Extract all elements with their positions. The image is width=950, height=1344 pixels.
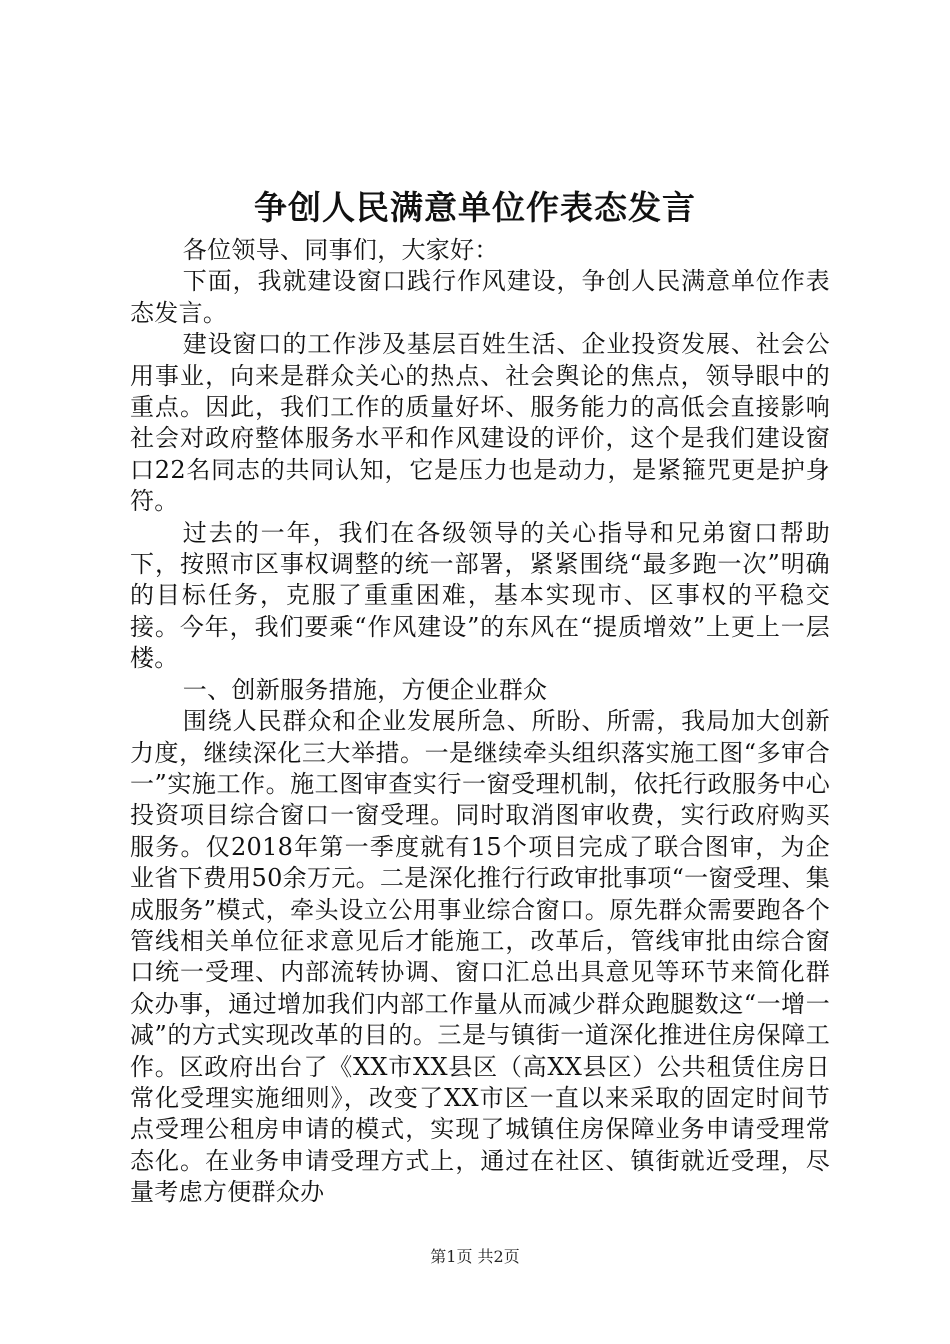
section-heading: 一、创新服务措施，方便企业群众 (182, 675, 548, 704)
greeting-paragraph: 各位领导、同事们，大家好： (182, 236, 499, 264)
document-body (130, 235, 830, 1209)
document-title: 争创人民满意单位作表态发言 (254, 188, 696, 227)
review-paragraph: 过去的一年，我们在各级领导的关心指导和兄弟窗口帮助下，按照市区事权调整的统一部署，紧紧围绕“最多跑一次”明确的目标任务，克服了重重困难，基本实现市、区事权的平稳交接。今年，我们要乘“作风建设”的东风在“提质增效”上更上一层楼。 (130, 518, 830, 673)
context-paragraph: 建设窗口的工作涉及基层百姓生活、企业投资发展、社会公用事业，向来是群众关心的热点、社会舆论的焦点，领导眼中的重点。因此，我们工作的质量好坏、服务能力的高低会直接影响社会对政府整体服务水平和作风建设的评价，这个是我们建设窗口22名同志的共同认知，它是压力也是动力，是紧箍咒更是护身符。 (130, 330, 830, 516)
intro-paragraph: 下面，我就建设窗口践行作风建设，争创人民满意单位作表态发言。 (130, 267, 830, 327)
page-number-footer: 第1页 共2页 (430, 1247, 520, 1266)
measures-paragraph: 围绕人民群众和企业发展所急、所盼、所需，我局加大创新力度，继续深化三大举措。一是继续牵头组织落实施工图“多审合一”实施工作。施工图审查实行一窗受理机制，依托行政服务中心投资项目综合窗口一窗受理。同时取消图审收费，实行政府购买服务。仅2018年第一季度就有15个项目完成了联合图审，为企业省下费用50余万元。二是深化推行行政审批事项“一窗受理、集成服务”模式，牵头设立公用事业综合窗口。原先群众需要跑各个管线相关单位征求意见后才能施工，改革后，管线审批由综合窗口统一受理、内部流转协调、窗口汇总出具意见等环节来简化群众办事，通过增加我们内部工作量从而减少群众跑腿数这“一增一减”的方式实现改革的目的。三是与镇街一道深化推进住房保障工作。区政府出台了《XX市XX县区（高XX县区）公共租赁住房日常化受理实施细则》，改变了XX市区一直以来采取的固定时间节点受理公租房申请的模式，实现了城镇住房保障业务申请受理常态化。在业务申请受理方式上，通过在社区、镇街就近受理，尽量考虑方便群众办 (130, 707, 830, 1207)
